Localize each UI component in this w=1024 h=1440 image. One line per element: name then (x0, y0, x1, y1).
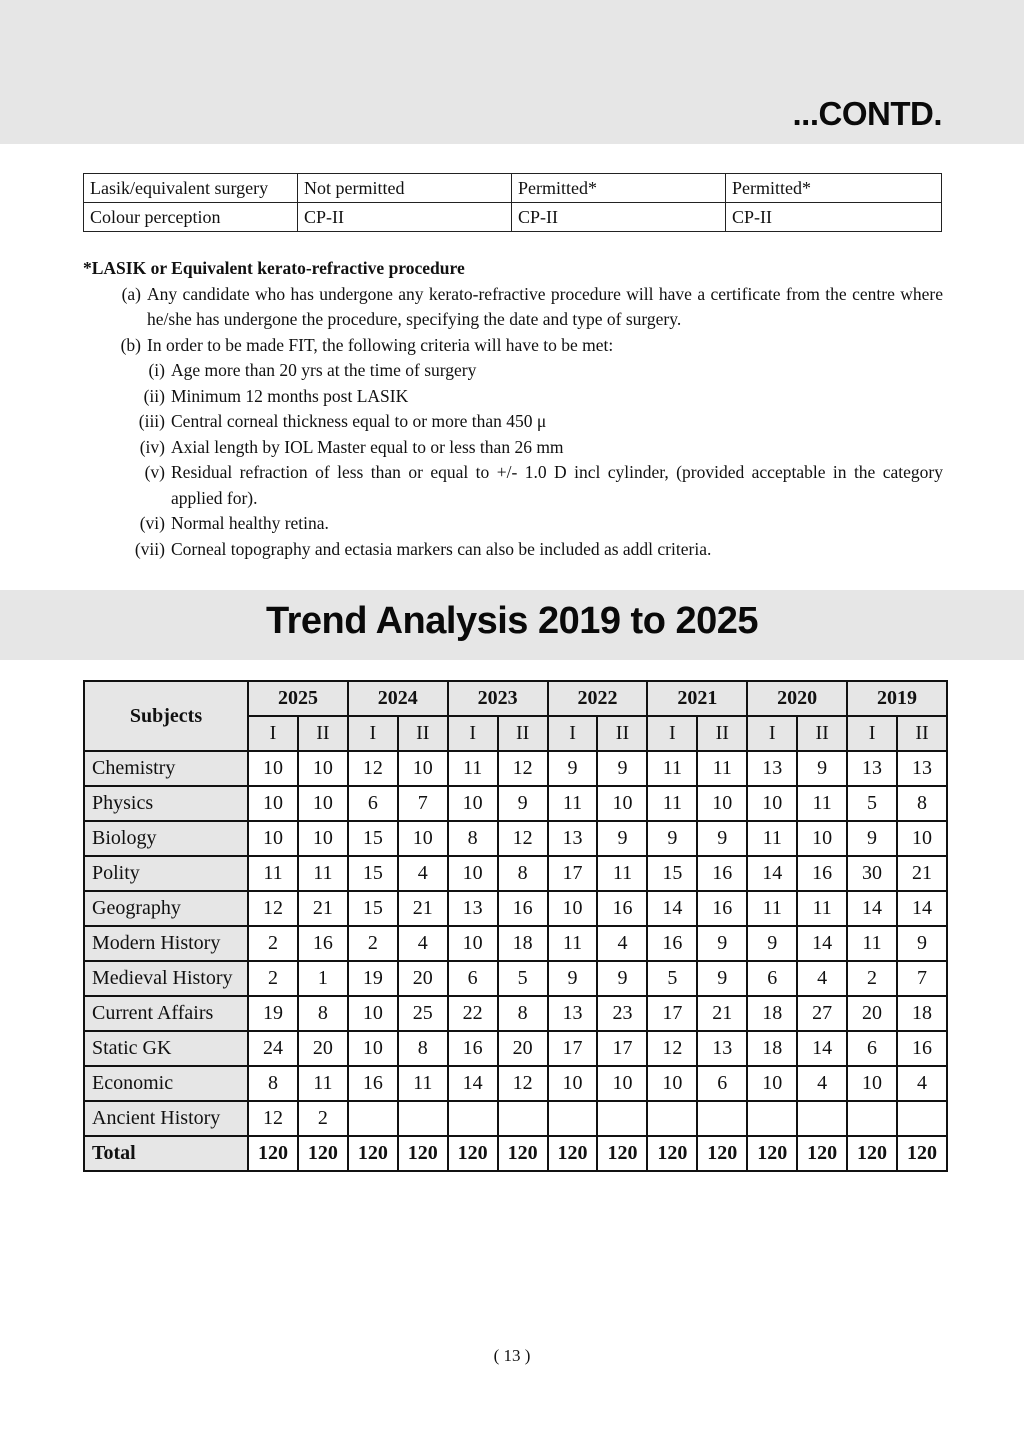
question-count: 14 (797, 926, 847, 961)
criterion-value: CP-II (298, 203, 512, 232)
question-count: 16 (298, 926, 348, 961)
question-count: 12 (348, 751, 398, 786)
item-text: Axial length by IOL Master equal to or less than 26 mm (171, 436, 564, 457)
question-count: 6 (747, 961, 797, 996)
criterion-item (83, 511, 943, 537)
question-count: 10 (747, 786, 797, 821)
item-text: Age more than 20 yrs at the time of surgery (171, 360, 477, 380)
question-count: 6 (847, 1031, 897, 1066)
table-row (84, 1031, 947, 1066)
year-header: 2025 (248, 681, 348, 716)
question-count (897, 1101, 947, 1136)
question-count: 21 (298, 891, 348, 926)
question-count: 4 (797, 1066, 847, 1101)
question-count: 16 (697, 891, 747, 926)
criterion-label: Colour perception (84, 203, 298, 232)
question-count: 10 (248, 786, 298, 821)
paper-header: I (548, 716, 598, 751)
question-count: 7 (398, 786, 448, 821)
item-text: Corneal topography and ectasia markers can also be included as addl criteria. (171, 538, 712, 559)
question-count: 15 (348, 891, 398, 926)
question-count: 14 (747, 856, 797, 891)
question-count: 8 (897, 786, 947, 821)
item-marker: (iii) (138, 411, 165, 431)
question-count: 9 (697, 821, 747, 856)
question-count: 12 (498, 751, 548, 786)
question-count: 10 (398, 821, 448, 856)
item-text: Central corneal thickness equal to or more than 450 μ (171, 411, 547, 431)
question-count: 4 (398, 926, 448, 961)
question-count: 25 (398, 996, 448, 1031)
question-count: 13 (847, 751, 897, 786)
paper-header: I (448, 716, 498, 751)
year-header: 2023 (448, 681, 548, 716)
question-count: 9 (498, 786, 548, 821)
question-count: 16 (697, 856, 747, 891)
question-count: 20 (498, 1031, 548, 1066)
criterion-item (83, 358, 943, 384)
question-count: 15 (647, 856, 697, 891)
question-count: 10 (398, 751, 448, 786)
question-count: 14 (647, 891, 697, 926)
question-count: 11 (298, 1066, 348, 1101)
question-count: 15 (348, 856, 398, 891)
question-count: 20 (398, 961, 448, 996)
subject-name: Static GK (84, 1031, 248, 1066)
question-count: 12 (647, 1031, 697, 1066)
question-count: 9 (897, 926, 947, 961)
table-row (84, 821, 947, 856)
question-count: 19 (348, 961, 398, 996)
question-count: 9 (697, 926, 747, 961)
table-row (84, 891, 947, 926)
question-count: 13 (897, 751, 947, 786)
item-text: In order to be made FIT, the following criteria will have to be met: (147, 334, 614, 355)
paper-header: II (498, 716, 548, 751)
subject-name: Geography (84, 891, 248, 926)
lasik-note (83, 256, 943, 562)
total-count: 120 (747, 1136, 797, 1171)
question-count: 2 (348, 926, 398, 961)
question-count: 10 (448, 786, 498, 821)
question-count: 10 (747, 1066, 797, 1101)
question-count: 10 (548, 1066, 598, 1101)
question-count: 4 (597, 926, 647, 961)
question-count: 13 (747, 751, 797, 786)
question-count: 11 (597, 856, 647, 891)
criterion-item (83, 384, 943, 410)
question-count: 21 (398, 891, 448, 926)
year-header: 2024 (348, 681, 448, 716)
table-row (84, 996, 947, 1031)
question-count: 11 (647, 786, 697, 821)
total-label: Total (84, 1136, 248, 1171)
criterion-value: Permitted* (512, 174, 726, 203)
trend-title: Trend Analysis 2019 to 2025 (265, 600, 759, 642)
question-count: 10 (597, 1066, 647, 1101)
item-marker: (b) (120, 334, 141, 355)
year-header: 2022 (548, 681, 648, 716)
question-count: 11 (747, 891, 797, 926)
item-marker: (iv) (139, 436, 165, 457)
question-count: 9 (747, 926, 797, 961)
question-count (348, 1101, 398, 1136)
question-count: 18 (747, 996, 797, 1031)
question-count: 2 (847, 961, 897, 996)
question-count: 8 (498, 856, 548, 891)
year-header-row (84, 681, 947, 716)
question-count (647, 1101, 697, 1136)
total-count: 120 (897, 1136, 947, 1171)
total-count: 120 (348, 1136, 398, 1171)
item-marker: (a) (121, 283, 141, 304)
question-count: 21 (697, 996, 747, 1031)
subject-name: Physics (84, 786, 248, 821)
question-count: 10 (597, 786, 647, 821)
criterion-item (83, 409, 943, 435)
question-count: 12 (498, 1066, 548, 1101)
item-marker: (ii) (143, 385, 165, 406)
question-count: 10 (248, 751, 298, 786)
item-marker: (i) (148, 360, 165, 380)
subject-name: Ancient History (84, 1101, 248, 1136)
criterion-value: CP-II (726, 203, 942, 232)
question-count: 11 (548, 786, 598, 821)
question-count: 4 (897, 1066, 947, 1101)
question-count: 10 (897, 821, 947, 856)
criterion-item (83, 460, 943, 511)
year-header: 2019 (847, 681, 947, 716)
item-text: Any candidate who has undergone any kerato-refractive procedure will have a certificate from the centre where he/she has undergone the procedure, specifying the date and type of surgery. (147, 283, 943, 329)
question-count: 10 (298, 821, 348, 856)
question-count: 21 (897, 856, 947, 891)
question-count: 13 (548, 996, 598, 1031)
lasik-item (83, 333, 943, 359)
question-count: 9 (847, 821, 897, 856)
question-count: 12 (248, 891, 298, 926)
continued-heading: ...CONTD. (792, 95, 942, 132)
question-count: 18 (747, 1031, 797, 1066)
question-count: 11 (548, 926, 598, 961)
table-row (84, 1101, 947, 1136)
criterion-label: Lasik/equivalent surgery (84, 174, 298, 203)
subjects-header: Subjects (84, 681, 248, 751)
lasik-heading: *LASIK or Equivalent kerato-refractive procedure (83, 258, 465, 278)
question-count: 13 (448, 891, 498, 926)
question-count: 10 (847, 1066, 897, 1101)
question-count: 16 (498, 891, 548, 926)
question-count (847, 1101, 897, 1136)
question-count: 9 (597, 821, 647, 856)
question-count: 14 (797, 1031, 847, 1066)
question-count: 10 (348, 996, 398, 1031)
item-text: Minimum 12 months post LASIK (171, 385, 409, 406)
question-count: 2 (248, 961, 298, 996)
question-count: 10 (298, 751, 348, 786)
total-count: 120 (398, 1136, 448, 1171)
question-count: 14 (448, 1066, 498, 1101)
total-count: 120 (548, 1136, 598, 1171)
question-count: 12 (248, 1101, 298, 1136)
question-count: 6 (448, 961, 498, 996)
question-count: 17 (597, 1031, 647, 1066)
question-count: 16 (797, 856, 847, 891)
question-count: 17 (647, 996, 697, 1031)
question-count: 9 (647, 821, 697, 856)
question-count: 9 (548, 751, 598, 786)
question-count: 17 (548, 856, 598, 891)
question-count: 11 (797, 786, 847, 821)
question-count: 13 (697, 1031, 747, 1066)
total-count: 120 (298, 1136, 348, 1171)
question-count: 15 (348, 821, 398, 856)
question-count: 8 (248, 1066, 298, 1101)
paper-header: II (298, 716, 348, 751)
criterion-item (83, 435, 943, 461)
paper-header: I (647, 716, 697, 751)
question-count: 4 (398, 856, 448, 891)
criterion-item (83, 537, 943, 563)
question-count: 16 (448, 1031, 498, 1066)
question-count: 2 (248, 926, 298, 961)
question-count: 8 (298, 996, 348, 1031)
question-count: 11 (448, 751, 498, 786)
question-count: 8 (448, 821, 498, 856)
table-row (84, 926, 947, 961)
total-count: 120 (597, 1136, 647, 1171)
question-count: 19 (248, 996, 298, 1031)
question-count: 24 (248, 1031, 298, 1066)
lasik-item (83, 282, 943, 333)
paper-header: I (847, 716, 897, 751)
question-count: 11 (847, 926, 897, 961)
total-count: 120 (498, 1136, 548, 1171)
question-count: 20 (298, 1031, 348, 1066)
question-count: 10 (348, 1031, 398, 1066)
paper-header: I (747, 716, 797, 751)
question-count (498, 1101, 548, 1136)
year-header: 2020 (747, 681, 847, 716)
criterion-value: Not permitted (298, 174, 512, 203)
total-count: 120 (797, 1136, 847, 1171)
question-count: 9 (797, 751, 847, 786)
question-count: 11 (398, 1066, 448, 1101)
question-count: 9 (597, 961, 647, 996)
question-count: 11 (697, 751, 747, 786)
question-count: 10 (448, 926, 498, 961)
page-number: ( 13 ) (493, 1346, 531, 1365)
question-count: 5 (498, 961, 548, 996)
question-count: 9 (548, 961, 598, 996)
question-count: 13 (548, 821, 598, 856)
question-count: 6 (348, 786, 398, 821)
question-count: 12 (498, 821, 548, 856)
subject-name: Biology (84, 821, 248, 856)
question-count: 10 (448, 856, 498, 891)
item-text: Residual refraction of less than or equal to +/- 1.0 D incl cylinder, (provided acceptable in the category applied for). (171, 462, 943, 508)
total-count: 120 (248, 1136, 298, 1171)
question-count (697, 1101, 747, 1136)
table-row (84, 751, 947, 786)
subject-name: Modern History (84, 926, 248, 961)
question-count: 27 (797, 996, 847, 1031)
question-count: 10 (647, 1066, 697, 1101)
total-row (84, 1136, 947, 1171)
trend-analysis-table (83, 680, 948, 1172)
question-count: 10 (248, 821, 298, 856)
table-row (84, 786, 947, 821)
question-count: 2 (298, 1101, 348, 1136)
paper-header: II (897, 716, 947, 751)
question-count: 5 (647, 961, 697, 996)
question-count: 18 (498, 926, 548, 961)
subject-name: Economic (84, 1066, 248, 1101)
question-count: 4 (797, 961, 847, 996)
question-count: 18 (897, 996, 947, 1031)
paper-header: I (348, 716, 398, 751)
item-marker: (vii) (134, 538, 165, 559)
vision-row (84, 174, 942, 203)
question-count (398, 1101, 448, 1136)
question-count (597, 1101, 647, 1136)
item-marker: (vi) (139, 513, 165, 533)
question-count: 11 (647, 751, 697, 786)
question-count: 16 (897, 1031, 947, 1066)
question-count: 5 (847, 786, 897, 821)
question-count (797, 1101, 847, 1136)
question-count: 16 (348, 1066, 398, 1101)
subject-name: Polity (84, 856, 248, 891)
vision-row (84, 203, 942, 232)
paper-header: I (248, 716, 298, 751)
year-header: 2021 (647, 681, 747, 716)
question-count: 10 (548, 891, 598, 926)
total-count: 120 (697, 1136, 747, 1171)
question-count: 17 (548, 1031, 598, 1066)
question-count: 8 (498, 996, 548, 1031)
question-count: 10 (298, 786, 348, 821)
table-row (84, 961, 947, 996)
question-count: 8 (398, 1031, 448, 1066)
question-count: 6 (697, 1066, 747, 1101)
question-count: 11 (298, 856, 348, 891)
question-count: 14 (847, 891, 897, 926)
question-count: 20 (847, 996, 897, 1031)
subject-name: Medieval History (84, 961, 248, 996)
paper-header: II (398, 716, 448, 751)
question-count: 11 (248, 856, 298, 891)
question-count: 23 (597, 996, 647, 1031)
table-row (84, 856, 947, 891)
question-count: 1 (298, 961, 348, 996)
question-count: 7 (897, 961, 947, 996)
question-count: 9 (597, 751, 647, 786)
paper-header: II (797, 716, 847, 751)
criterion-value: Permitted* (726, 174, 942, 203)
question-count: 16 (647, 926, 697, 961)
paper-header: II (597, 716, 647, 751)
question-count: 9 (697, 961, 747, 996)
question-count: 30 (847, 856, 897, 891)
question-count (448, 1101, 498, 1136)
question-count (548, 1101, 598, 1136)
criterion-value: CP-II (512, 203, 726, 232)
question-count: 11 (797, 891, 847, 926)
table-row (84, 1066, 947, 1101)
question-count: 22 (448, 996, 498, 1031)
subject-name: Chemistry (84, 751, 248, 786)
item-marker: (v) (144, 462, 165, 482)
paper-header: II (697, 716, 747, 751)
subject-name: Current Affairs (84, 996, 248, 1031)
question-count: 10 (797, 821, 847, 856)
question-count: 16 (597, 891, 647, 926)
item-text: Normal healthy retina. (171, 513, 329, 533)
question-count: 14 (897, 891, 947, 926)
question-count (747, 1101, 797, 1136)
question-count: 11 (747, 821, 797, 856)
total-count: 120 (448, 1136, 498, 1171)
total-count: 120 (847, 1136, 897, 1171)
question-count: 10 (697, 786, 747, 821)
total-count: 120 (647, 1136, 697, 1171)
vision-standards-table (83, 173, 942, 232)
